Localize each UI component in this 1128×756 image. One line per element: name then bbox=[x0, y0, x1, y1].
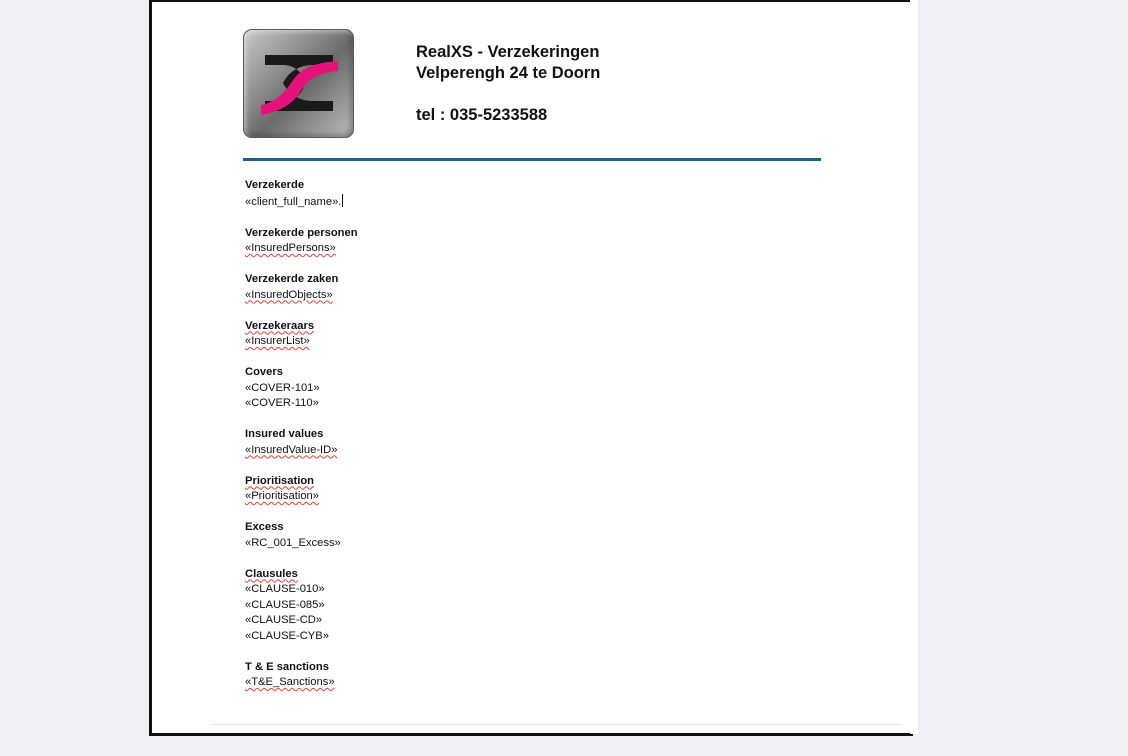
company-phone: tel : 035-5233588 bbox=[416, 106, 548, 124]
company-address: Velperengh 24 te Doorn bbox=[416, 64, 601, 82]
field-label: Verzekerde zaken bbox=[245, 273, 339, 285]
merge-field[interactable]: «CLAUSE-CD» bbox=[245, 614, 323, 626]
merge-field[interactable]: «InsurerList» bbox=[245, 335, 310, 347]
field-clausules bbox=[245, 567, 358, 645]
field-prioritisation bbox=[245, 474, 358, 505]
page-bottom-divider bbox=[212, 724, 902, 725]
merge-field[interactable]: «InsuredValue-ID» bbox=[245, 443, 338, 456]
field-excess bbox=[245, 520, 358, 551]
field-label: Clausules bbox=[245, 567, 298, 580]
company-name: RealXS - Verzekeringen bbox=[416, 43, 600, 61]
merge-field[interactable]: «InsuredObjects» bbox=[245, 288, 333, 301]
field-value[interactable] bbox=[245, 194, 358, 211]
field-label: Verzekerde personen bbox=[245, 226, 358, 239]
merge-field[interactable]: «COVER-110» bbox=[245, 397, 319, 409]
field-label: Insured values bbox=[245, 428, 324, 440]
field-label: T & E sanctions bbox=[245, 660, 329, 673]
merge-field[interactable]: «InsuredPersons» bbox=[245, 242, 336, 254]
field-label: Verzekeraars bbox=[245, 319, 315, 332]
field-verzekerde-zaken bbox=[245, 272, 358, 303]
merge-field[interactable]: «Prioritisation» bbox=[245, 490, 319, 502]
page-edge bbox=[910, 0, 918, 734]
field-covers bbox=[245, 365, 358, 412]
field-label: Prioritisation bbox=[245, 474, 314, 487]
merge-field[interactable]: «CLAUSE-010» bbox=[245, 583, 325, 595]
merge-field[interactable]: «T&E_Sanctions» bbox=[245, 676, 335, 688]
merge-field[interactable]: «CLAUSE-085» bbox=[245, 598, 325, 611]
merge-field[interactable]: «COVER-101» bbox=[245, 381, 320, 394]
field-label: Excess bbox=[245, 521, 284, 533]
field-te-sanctions bbox=[245, 660, 358, 691]
header-divider bbox=[243, 158, 821, 161]
field-insured-values bbox=[245, 427, 358, 458]
text-cursor bbox=[342, 194, 343, 207]
company-header bbox=[416, 42, 600, 126]
field-verzekerde-personen bbox=[245, 226, 358, 257]
document-page bbox=[149, 0, 913, 736]
field-verzekerde bbox=[245, 178, 358, 210]
field-label: Covers bbox=[245, 366, 283, 378]
merge-field[interactable]: «RC_001_Excess» bbox=[245, 536, 341, 549]
field-label: Verzekerde bbox=[245, 179, 305, 191]
merge-field[interactable]: «CLAUSE-CYB» bbox=[245, 629, 329, 642]
realxs-logo-icon bbox=[243, 29, 354, 138]
merge-field-list bbox=[245, 178, 358, 706]
merge-field[interactable]: «client_full_name». bbox=[245, 195, 342, 208]
field-verzekeraars bbox=[245, 319, 358, 350]
